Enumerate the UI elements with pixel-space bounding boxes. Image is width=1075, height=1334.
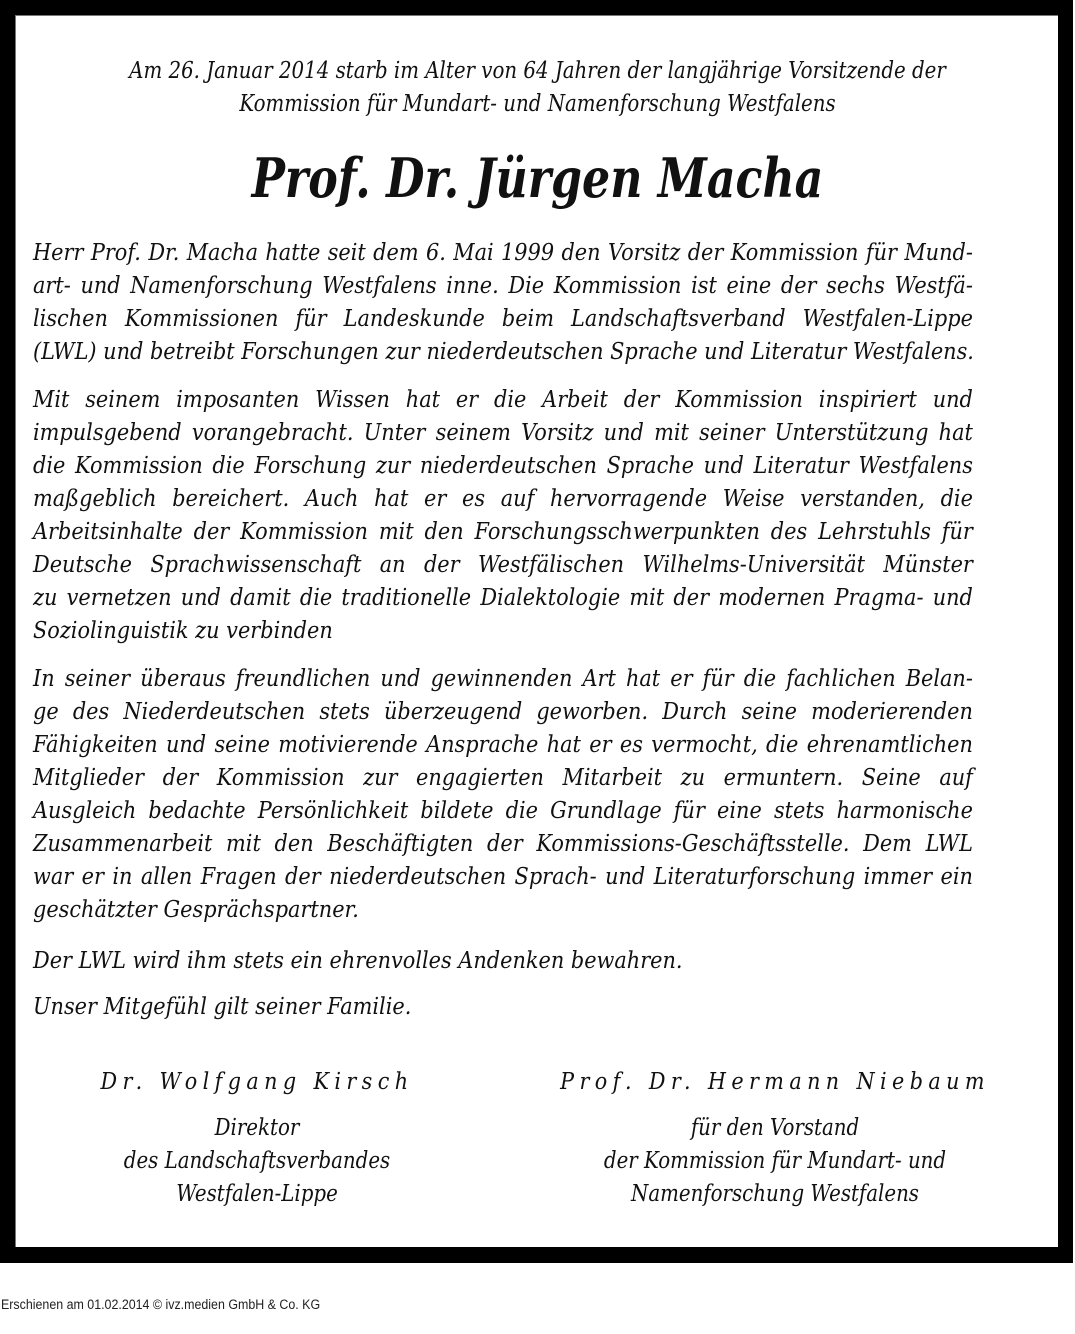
text-line: ge des Niederdeutschen stets überzeugend geworben. Durch seine moderierenden [33, 697, 973, 725]
text-line: Soziolinguistik zu verbinden [33, 616, 333, 644]
deceased-name: Prof. Dr. Jürgen Macha [251, 146, 824, 210]
paragraph-remembrance [33, 944, 973, 977]
paragraph-personality [33, 662, 973, 926]
paragraph-tenure [33, 236, 973, 368]
intro-line: Kommission für Mundart- und Namenforschung Westfalens [239, 91, 836, 117]
signatory-name: Dr. Wolfgang Kirsch [100, 1069, 414, 1095]
paragraph-achievements [33, 383, 973, 647]
text-line: Ausgleich bedachte Persönlichkeit bildete die Grundlage für eine stets harmonische [33, 796, 973, 824]
text-line: geschätzter Gesprächspartner. [33, 895, 359, 923]
role-line: Namenforschung Westfalens [631, 1181, 919, 1207]
role-line: Westfalen-Lippe [176, 1181, 338, 1207]
text-line: Herr Prof. Dr. Macha hatte seit dem 6. Mai 1999 den Vorsitz der Kommission für Mund- [33, 238, 973, 266]
text-line: war er in allen Fragen der niederdeutschen Sprach- und Literaturforschung immer ein [33, 862, 973, 890]
text-line: lischen Kommissionen für Landeskunde beim Landschaftsverband Westfalen-Lippe [33, 304, 973, 332]
role-line: Direktor [214, 1115, 300, 1141]
signature-block-right [535, 1064, 1015, 1211]
role-line: für den Vorstand [690, 1115, 860, 1141]
text-line: Deutsche Sprachwissenschaft an der Westfälischen Wilhelms-Universität Münster [33, 550, 973, 578]
text-line: maßgeblich bereichert. Auch hat er es auf hervorragende Weise verstanden, die [33, 484, 973, 512]
signatory-name: Prof. Dr. Hermann Niebaum [560, 1069, 990, 1095]
text-line: Mit seinem imposanten Wissen hat er die Arbeit der Kommission inspiriert und [33, 385, 973, 413]
text-line: (LWL) und betreibt Forschungen zur niederdeutschen Sprache und Literatur Westfalens. [33, 337, 974, 365]
paragraph-condolence [33, 990, 973, 1023]
text-line: Arbeitsinhalte der Kommission mit den Forschungsschwerpunkten des Lehrstuhls für [33, 517, 973, 545]
signatory-role [569, 1112, 982, 1211]
text-line: Der LWL wird ihm stets ein ehrenvolles Andenken bewahren. [33, 946, 683, 974]
text-line: art- und Namenforschung Westfalens inne. Die Kommission ist eine der sechs Westfä- [33, 271, 973, 299]
signature-block-left [17, 1064, 497, 1211]
text-line: zu vernetzen und damit die traditionelle Dialektologie mit der modernen Pragma- und [33, 583, 973, 611]
publication-footer: Erschienen am 01.02.2014 © ivz.medien GmbH & Co. KG [1, 1297, 321, 1312]
text-line: Zusammenarbeit mit den Beschäftigten der Kommissions-Geschäftsstelle. Dem LWL [33, 829, 973, 857]
intro-text [101, 55, 974, 121]
text-line: In seiner überaus freundlichen und gewinnenden Art hat er für die fachlichen Belan- [33, 664, 973, 692]
role-line: des Landschaftsverbandes [123, 1148, 391, 1174]
signatory-role [51, 1112, 464, 1211]
text-line: Mitglieder der Kommission zur engagierten Mitarbeit zu ermuntern. Seine auf [33, 763, 973, 791]
text-line: Fähigkeiten und seine motivierende Ansprache hat er es vermocht, die ehrenamtlichen [33, 730, 973, 758]
text-line: die Kommission die Forschung zur niederdeutschen Sprache und Literatur Westfalens [33, 451, 973, 479]
intro-line: Am 26. Januar 2014 starb im Alter von 64 Jahren der langjährige Vorsitzende der [129, 58, 946, 84]
text-line: Unser Mitgefühl gilt seiner Familie. [33, 992, 412, 1020]
role-line: der Kommission für Mundart- und [603, 1148, 947, 1174]
text-line: impulsgebend vorangebracht. Unter seinem Vorsitz und mit seiner Unterstützung hat [33, 418, 973, 446]
